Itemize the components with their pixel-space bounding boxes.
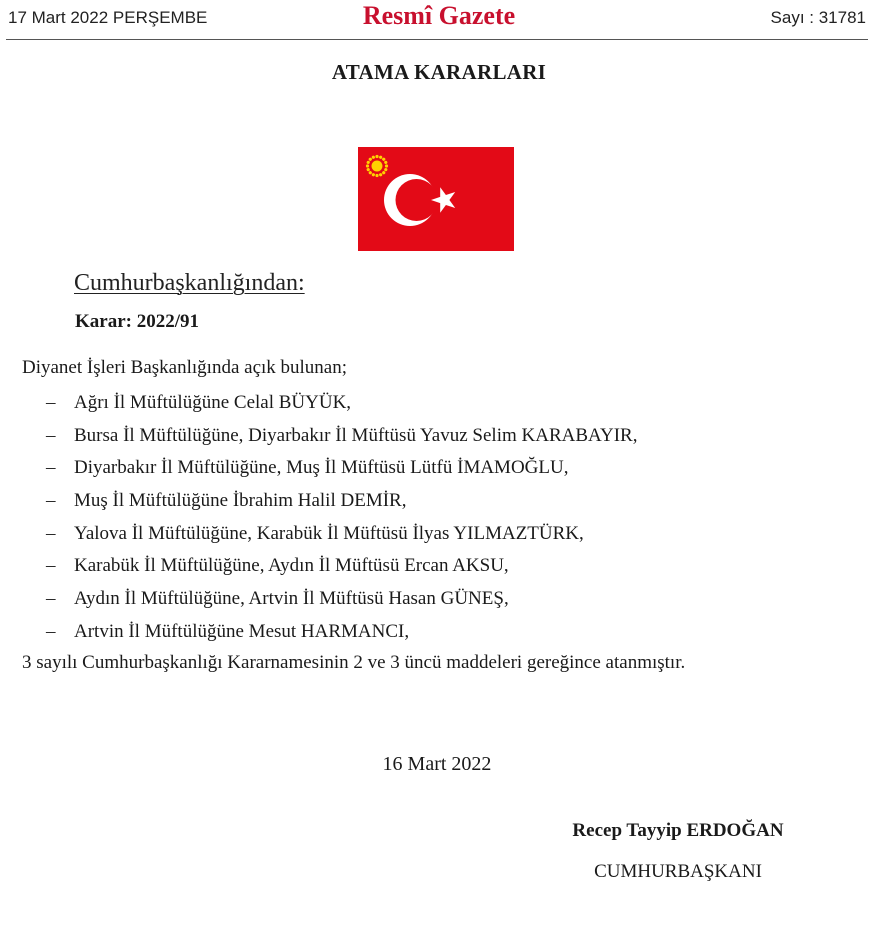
list-dash: – xyxy=(46,555,56,577)
appointment-item xyxy=(46,520,637,553)
closing-paragraph: 3 sayılı Cumhurbaşkanlığı Kararnamesinin 2 ve 3 üncü maddeleri gereğince atanmıştır. xyxy=(22,652,686,673)
issuing-authority: Cumhurbaşkanlığından: xyxy=(74,270,305,296)
appointment-item xyxy=(46,618,637,651)
appointment-text: Karabük İl Müftülüğüne, Aydın İl Müftüsü Ercan AKSU, xyxy=(74,555,509,577)
appointment-item xyxy=(46,552,637,585)
list-dash: – xyxy=(46,588,56,610)
gazette-title: Resmî Gazete xyxy=(362,1,516,30)
signer-name: Recep Tayyip ERDOĞAN xyxy=(572,820,784,841)
appointment-item xyxy=(46,422,637,455)
list-dash: – xyxy=(46,392,56,413)
list-dash: – xyxy=(46,522,56,544)
list-dash: – xyxy=(46,457,56,479)
header-divider xyxy=(6,39,868,40)
appointment-list xyxy=(46,389,637,651)
appointment-text: Muş İl Müftülüğüne İbrahim Halil DEMİR, xyxy=(74,490,407,512)
appointment-text: Bursa İl Müftülüğüne, Diyarbakır İl Müftüsü Yavuz Selim KARABAYIR, xyxy=(74,424,638,446)
issue-number: Sayı : 31781 xyxy=(770,8,866,27)
list-dash: – xyxy=(46,490,56,512)
appointment-text: Diyarbakır İl Müftülüğüne, Muş İl Müftüsü Lütfü İMAMOĞLU, xyxy=(74,457,569,479)
presidential-flag-emblem xyxy=(358,147,514,251)
appointment-text: Aydın İl Müftülüğüne, Artvin İl Müftüsü Hasan GÜNEŞ, xyxy=(74,588,509,610)
list-dash: – xyxy=(46,424,56,446)
section-title: ATAMA KARARLARI xyxy=(331,60,547,84)
appointment-item xyxy=(46,389,637,422)
appointment-text: Yalova İl Müftülüğüne, Karabük İl Müftüsü İlyas YILMAZTÜRK, xyxy=(74,522,584,544)
header-date: 17 Mart 2022 PERŞEMBE xyxy=(8,8,208,27)
appointment-item xyxy=(46,454,637,487)
list-dash: – xyxy=(46,620,56,642)
signer-title: CUMHURBAŞKANI xyxy=(594,861,762,882)
appointment-text: Artvin İl Müftülüğüne Mesut HARMANCI, xyxy=(74,620,410,642)
appointment-item xyxy=(46,487,637,520)
signature-date: 16 Mart 2022 xyxy=(382,753,492,775)
decision-number: Karar: 2022/91 xyxy=(75,311,200,332)
intro-paragraph: Diyanet İşleri Başkanlığında açık bulunan; xyxy=(22,357,348,378)
appointment-item xyxy=(46,585,637,618)
appointment-text: Ağrı İl Müftülüğüne Celal BÜYÜK, xyxy=(74,392,352,413)
